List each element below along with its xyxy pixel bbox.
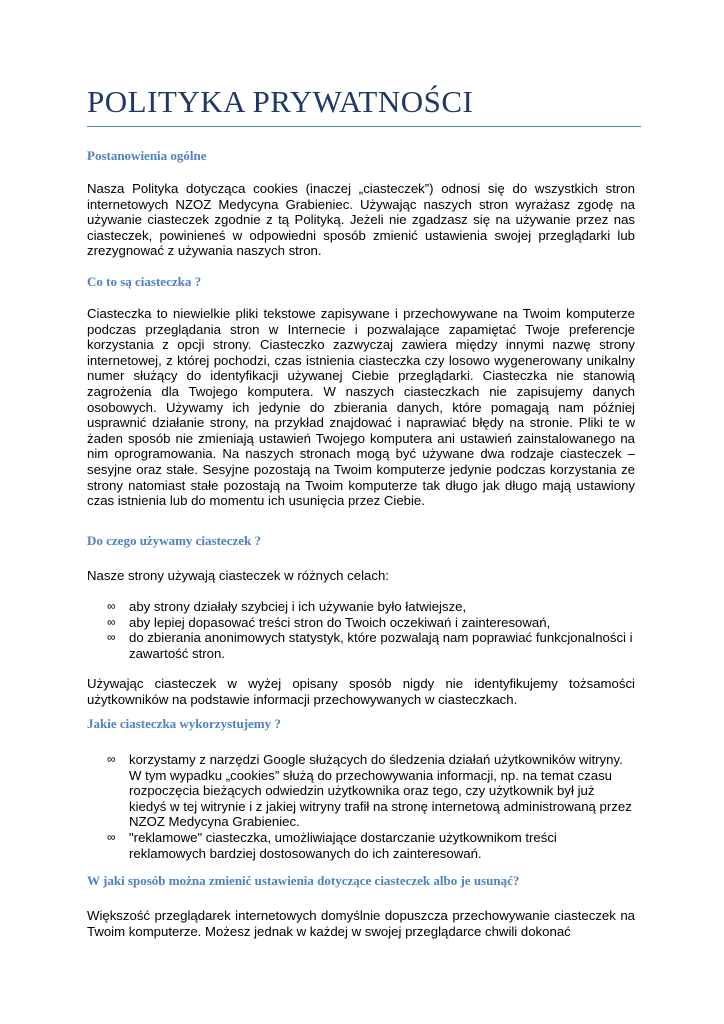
paragraph-general-provisions: Nasza Polityka dotycząca cookies (inaczej „ciasteczek”) odnosi się do wszystkich stron internetowych NZOZ Medycyna Grabieniec. Używając naszych stron wyrażasz zgodę na używanie ciasteczek zgodnie z tą Polityką. Jeżeli nie zgadzasz się na używanie przez nas ciasteczek, powinieneś w odpowiedni sposób zmienić ustawienia swojej przeglądarki lub zrezygnować z używania naszych stron.: [87, 181, 635, 259]
heading-what-we-use-cookies-for: Do czego używamy ciasteczek ?: [87, 533, 261, 548]
paragraph-change-cookie-settings: Większość przeglądarek internetowych domyślnie dopuszcza przechowywanie ciasteczek na Twoim komputerze. Możesz jednak w każdej w swojej przeglądarce chwili dokonać: [87, 908, 635, 939]
list-item: ∞ korzystamy z narzędzi Google służących do śledzenia działań użytkowników witryny. W tym wypadku „cookies” służą do przechowywania informacji, np. na temat czasu rozpoczęcia bieżących odwiedzin użytkownika oraz tego, czy użytkownik był już kiedyś w tej witrynie i z jakiej witryny trafił na stronę internetową administrowaną przez NZOZ Medycyna Grabieniec.: [107, 752, 632, 830]
heading-general-provisions: Postanowienia ogólne: [87, 148, 207, 163]
list-item: ∞ "reklamowe" ciasteczka, umożliwiające dostarczanie użytkownikom treści reklamowych bardziej dostosowanych do ich zainteresowań.: [107, 829, 557, 861]
infinity-bullet-icon: ∞: [107, 599, 116, 613]
heading-change-cookie-settings: W jaki sposób można zmienić ustawienia dotyczące ciasteczek albo je usunąć?: [87, 873, 520, 888]
title-underline: [87, 126, 641, 127]
paragraph-cookie-purposes-intro: Nasze strony używają ciasteczek w różnych celach:: [87, 568, 389, 583]
paragraph-what-are-cookies: Ciasteczka to niewielkie pliki tekstowe zapisywane i przechowywane na Twoim komputerze podczas przeglądania stron w Internecie i pozwalające zapamiętać Twoje preferencje korzystania z opcji strony. Ciasteczko zazwyczaj zawiera między innymi nazwę strony internetowej, z której pochodzi, czas istnienia ciasteczka czy losowo wygenerowany unikalny numer służący do identyfikacji używanej Ciebie przeglądarki. Ciasteczka nie stanowią zagrożenia dla Twojego komputera. W naszych ciasteczkach nie zapisujemy danych osobowych. Używamy ich jedynie do zbierania danych, które pomagają nam później usprawnić działanie strony, na przykład znajdować i naprawiać błędy na stronie. Pliki te w żaden sposób nie zmieniają ustawień Twojego komputera ani ustawień zainstalowanego na nim oprogramowania. Na naszych stronach mogą być używane dwa rodzaje ciasteczek – sesyjne oraz stałe. Sesyjne pozostają na Twoim komputerze jedynie podczas korzystania ze strony natomiast stałe pozostają na Twoim komputerze tak długo jak długo mają ustawiony czas istnienia lub do momentu ich usunięcia przez Ciebie.: [87, 306, 635, 509]
list-item: ∞ aby strony działały szybciej i ich używanie było łatwiejsze,: [107, 599, 467, 614]
heading-which-cookies: Jakie ciasteczka wykorzystujemy ?: [87, 716, 281, 731]
page-title: POLITYKA PRYWATNOŚCI: [87, 84, 474, 119]
list-item: ∞ aby lepiej dopasować treści stron do Twoich oczekiwań i zainteresowań,: [107, 614, 551, 630]
infinity-bullet-icon: ∞: [107, 614, 116, 629]
infinity-bullet-icon: ∞: [107, 630, 116, 645]
infinity-bullet-icon: ∞: [107, 829, 116, 844]
list-cookie-purposes: [87, 599, 635, 661]
list-cookie-types: [87, 752, 635, 861]
heading-what-are-cookies: Co to są ciasteczka ?: [87, 274, 202, 289]
list-item: ∞ do zbierania anonimowych statystyk, które pozwalają nam poprawiać funkcjonalności i zawartość stron.: [107, 630, 633, 661]
infinity-bullet-icon: ∞: [107, 752, 116, 766]
paragraph-no-identification: Używając ciasteczek w wyżej opisany sposób nigdy nie identyfikujemy tożsamości użytkowników na podstawie informacji przechowywanych w ciasteczkach.: [87, 676, 635, 707]
